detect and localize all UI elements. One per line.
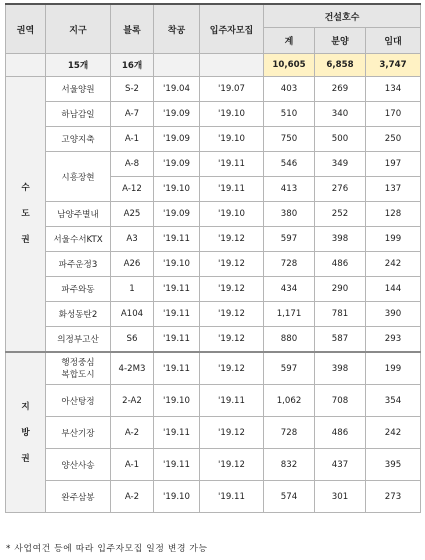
cell-start: '19.10 xyxy=(154,177,200,202)
cell-total: 403 xyxy=(264,77,315,102)
table-row xyxy=(6,417,421,449)
cell-total: 880 xyxy=(264,327,315,353)
cell-total: 750 xyxy=(264,127,315,152)
cell-block: A-12 xyxy=(111,177,154,202)
summary-region xyxy=(6,54,46,77)
cell-start: '19.11 xyxy=(154,277,200,302)
cell-start: '19.09 xyxy=(154,152,200,177)
summary-sale: 6,858 xyxy=(315,54,366,77)
cell-rent: 273 xyxy=(366,481,421,513)
cell-start: '19.11 xyxy=(154,352,200,385)
cell-total: 1,062 xyxy=(264,385,315,417)
cell-rent: 137 xyxy=(366,177,421,202)
table-row xyxy=(6,352,421,385)
header-region: 권역 xyxy=(6,4,46,54)
summary-row xyxy=(6,54,421,77)
region-capital: 수 도 권 xyxy=(6,77,46,353)
cell-block: S6 xyxy=(111,327,154,353)
table-row xyxy=(6,385,421,417)
cell-sale: 340 xyxy=(315,102,366,127)
cell-district: 하남감일 xyxy=(46,102,111,127)
cell-district: 화성동탄2 xyxy=(46,302,111,327)
cell-block: A25 xyxy=(111,202,154,227)
cell-total: 546 xyxy=(264,152,315,177)
cell-recruit: '19.11 xyxy=(200,177,264,202)
cell-block: A-1 xyxy=(111,127,154,152)
cell-start: '19.09 xyxy=(154,202,200,227)
cell-district: 의정부고산 xyxy=(46,327,111,353)
cell-start: '19.11 xyxy=(154,327,200,353)
table-row xyxy=(6,202,421,227)
cell-sale: 276 xyxy=(315,177,366,202)
cell-recruit: '19.12 xyxy=(200,327,264,353)
cell-start: '19.09 xyxy=(154,102,200,127)
cell-block: S-2 xyxy=(111,77,154,102)
cell-rent: 197 xyxy=(366,152,421,177)
cell-recruit: '19.12 xyxy=(200,352,264,385)
cell-block: A-2 xyxy=(111,417,154,449)
header-houses: 건설호수 xyxy=(264,4,421,28)
cell-rent: 199 xyxy=(366,227,421,252)
table-row xyxy=(6,77,421,102)
cell-recruit: '19.12 xyxy=(200,227,264,252)
cell-start: '19.11 xyxy=(154,302,200,327)
cell-rent: 144 xyxy=(366,277,421,302)
cell-sale: 349 xyxy=(315,152,366,177)
cell-start: '19.10 xyxy=(154,252,200,277)
cell-block: A-1 xyxy=(111,449,154,481)
cell-recruit: '19.12 xyxy=(200,252,264,277)
cell-sale: 398 xyxy=(315,227,366,252)
header-total: 계 xyxy=(264,28,315,54)
cell-total: 597 xyxy=(264,352,315,385)
cell-district: 서울양원 xyxy=(46,77,111,102)
header-recruit: 입주자모집 xyxy=(200,4,264,54)
cell-rent: 170 xyxy=(366,102,421,127)
cell-district: 시흥장현 xyxy=(46,152,111,202)
cell-district: 파주와동 xyxy=(46,277,111,302)
summary-district: 15개 xyxy=(46,54,111,77)
table-row xyxy=(6,327,421,353)
cell-rent: 134 xyxy=(366,77,421,102)
header-block: 블록 xyxy=(111,4,154,54)
cell-recruit: '19.11 xyxy=(200,152,264,177)
summary-total: 10,605 xyxy=(264,54,315,77)
cell-sale: 587 xyxy=(315,327,366,353)
cell-rent: 242 xyxy=(366,252,421,277)
cell-recruit: '19.10 xyxy=(200,127,264,152)
cell-total: 510 xyxy=(264,102,315,127)
table-row xyxy=(6,481,421,513)
cell-start: '19.11 xyxy=(154,227,200,252)
cell-rent: 250 xyxy=(366,127,421,152)
cell-sale: 398 xyxy=(315,352,366,385)
summary-block: 16개 xyxy=(111,54,154,77)
cell-rent: 390 xyxy=(366,302,421,327)
cell-rent: 395 xyxy=(366,449,421,481)
cell-recruit: '19.10 xyxy=(200,202,264,227)
cell-recruit: '19.11 xyxy=(200,481,264,513)
cell-rent: 199 xyxy=(366,352,421,385)
cell-recruit: '19.12 xyxy=(200,302,264,327)
cell-start: '19.10 xyxy=(154,481,200,513)
summary-recruit xyxy=(200,54,264,77)
summary-start xyxy=(154,54,200,77)
cell-sale: 269 xyxy=(315,77,366,102)
cell-total: 380 xyxy=(264,202,315,227)
cell-sale: 781 xyxy=(315,302,366,327)
header-sale: 분양 xyxy=(315,28,366,54)
summary-rent: 3,747 xyxy=(366,54,421,77)
cell-sale: 708 xyxy=(315,385,366,417)
cell-recruit: '19.12 xyxy=(200,277,264,302)
cell-total: 413 xyxy=(264,177,315,202)
table-row xyxy=(6,227,421,252)
cell-start: '19.11 xyxy=(154,449,200,481)
cell-block: A104 xyxy=(111,302,154,327)
cell-block: 1 xyxy=(111,277,154,302)
cell-start: '19.11 xyxy=(154,417,200,449)
housing-supply-table xyxy=(5,3,421,513)
header-start: 착공 xyxy=(154,4,200,54)
cell-total: 728 xyxy=(264,417,315,449)
cell-total: 597 xyxy=(264,227,315,252)
cell-block: A3 xyxy=(111,227,154,252)
cell-district: 남양주별내 xyxy=(46,202,111,227)
table-row xyxy=(6,102,421,127)
header-district: 지구 xyxy=(46,4,111,54)
cell-recruit: '19.12 xyxy=(200,449,264,481)
footnote: * 사업여건 등에 따라 입주자모집 일정 변경 가능 xyxy=(6,544,208,554)
cell-start: '19.10 xyxy=(154,385,200,417)
cell-sale: 301 xyxy=(315,481,366,513)
cell-total: 1,171 xyxy=(264,302,315,327)
cell-rent: 354 xyxy=(366,385,421,417)
table-row xyxy=(6,277,421,302)
table-row xyxy=(6,302,421,327)
cell-sale: 290 xyxy=(315,277,366,302)
cell-rent: 293 xyxy=(366,327,421,353)
cell-district: 부산기장 xyxy=(46,417,111,449)
cell-block: A26 xyxy=(111,252,154,277)
cell-total: 574 xyxy=(264,481,315,513)
cell-block: A-2 xyxy=(111,481,154,513)
cell-start: '19.04 xyxy=(154,77,200,102)
cell-start: '19.09 xyxy=(154,127,200,152)
cell-recruit: '19.07 xyxy=(200,77,264,102)
cell-total: 434 xyxy=(264,277,315,302)
header-rent: 임대 xyxy=(366,28,421,54)
table-row xyxy=(6,127,421,152)
cell-recruit: '19.12 xyxy=(200,417,264,449)
cell-district: 고양지축 xyxy=(46,127,111,152)
table-row xyxy=(6,152,421,177)
cell-sale: 486 xyxy=(315,417,366,449)
cell-district: 서울수서KTX xyxy=(46,227,111,252)
cell-recruit: '19.10 xyxy=(200,102,264,127)
cell-sale: 500 xyxy=(315,127,366,152)
cell-block: 2-A2 xyxy=(111,385,154,417)
cell-district: 양산사송 xyxy=(46,449,111,481)
cell-sale: 437 xyxy=(315,449,366,481)
cell-recruit: '19.11 xyxy=(200,385,264,417)
cell-sale: 486 xyxy=(315,252,366,277)
cell-district: 파주운정3 xyxy=(46,252,111,277)
cell-district: 행정중심 복합도시 xyxy=(46,352,111,385)
cell-district: 아산탕정 xyxy=(46,385,111,417)
cell-block: A-8 xyxy=(111,152,154,177)
cell-district: 완주삼봉 xyxy=(46,481,111,513)
cell-total: 832 xyxy=(264,449,315,481)
cell-block: A-7 xyxy=(111,102,154,127)
cell-sale: 252 xyxy=(315,202,366,227)
table-row xyxy=(6,449,421,481)
table-row xyxy=(6,252,421,277)
cell-rent: 242 xyxy=(366,417,421,449)
region-local: 지 방 권 xyxy=(6,352,46,513)
cell-block: 4-2M3 xyxy=(111,352,154,385)
cell-rent: 128 xyxy=(366,202,421,227)
cell-total: 728 xyxy=(264,252,315,277)
